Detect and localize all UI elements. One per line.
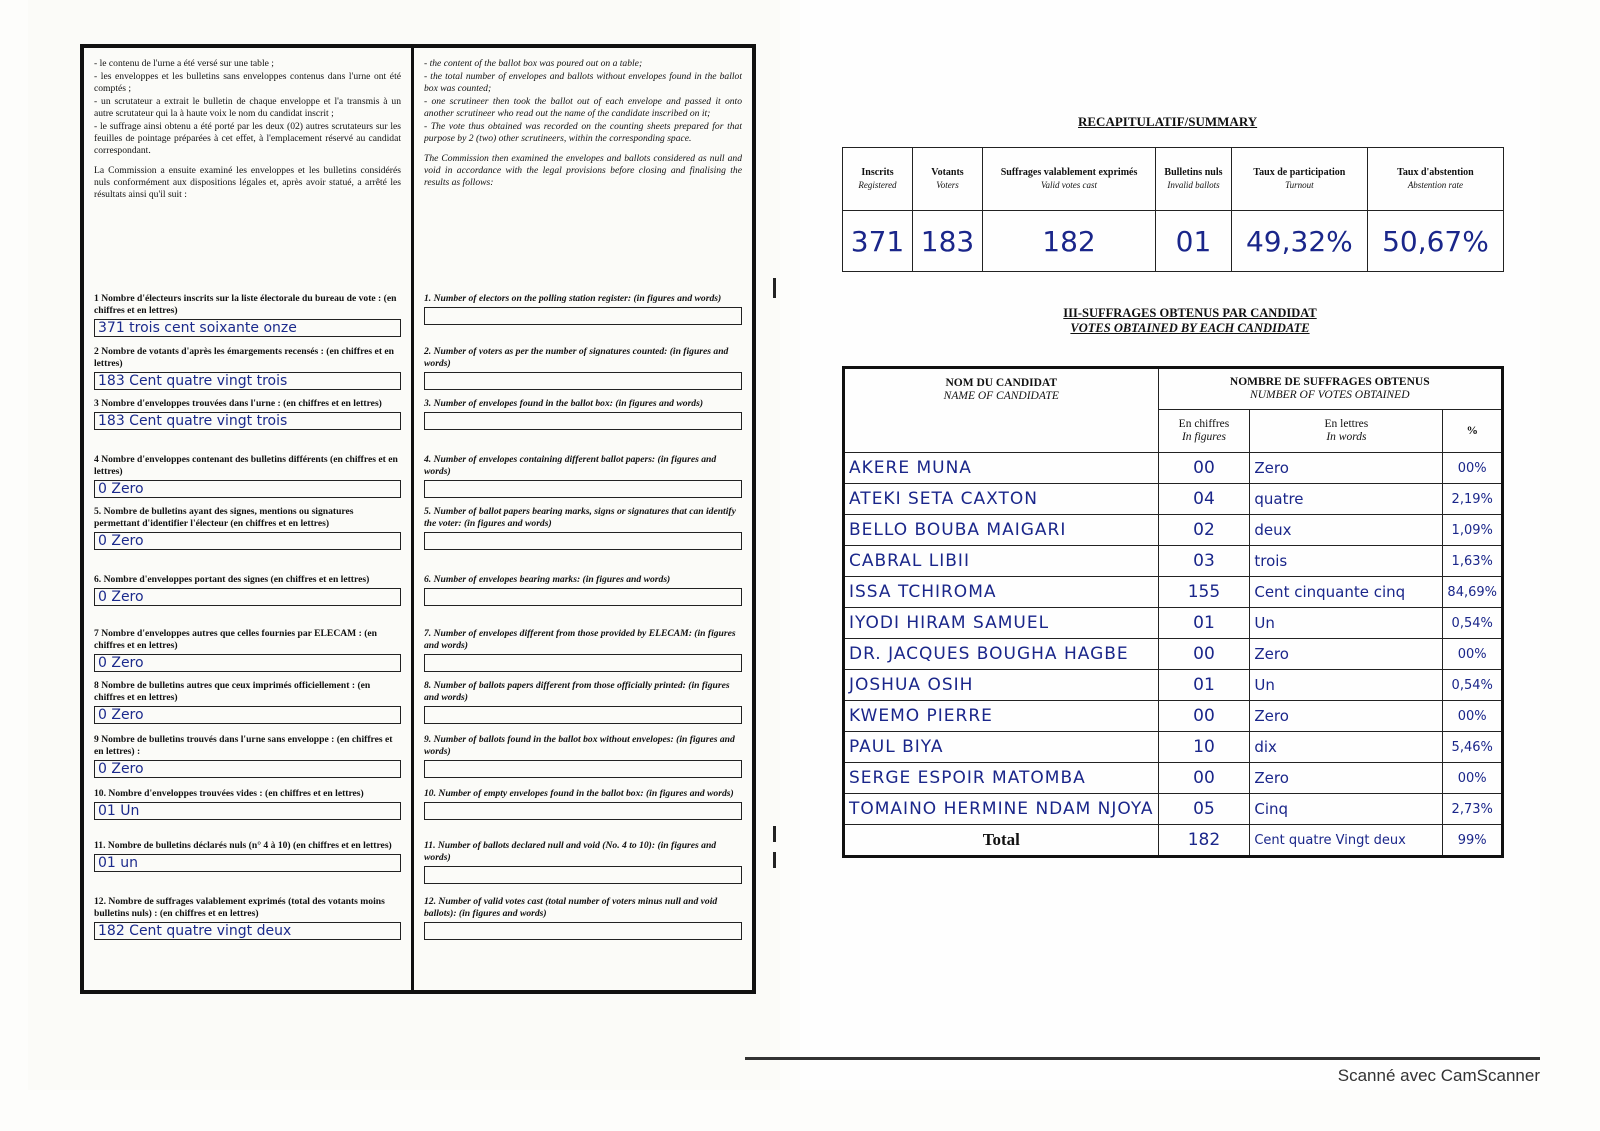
item-value-field-empty[interactable] <box>424 922 742 940</box>
votes-title-en: VOTES OBTAINED BY EACH CANDIDATE <box>1070 321 1310 335</box>
candidate-name: ISSA TCHIROMA <box>844 577 1159 608</box>
intro-fr <box>94 58 401 301</box>
votes-section-title <box>1040 306 1340 336</box>
item-value-field-empty[interactable] <box>424 654 742 672</box>
item-label-fr: 5. Nombre de bulletins ayant des signes, mentions ou signatures permettant d'identifier l'électeur (en chiffres et en lettres) <box>94 506 354 529</box>
form-item-fr <box>94 896 401 940</box>
form-item-en <box>424 840 742 884</box>
candidate-col-header <box>844 368 1159 453</box>
form-item-en <box>424 293 742 325</box>
summary-header <box>1367 148 1503 211</box>
summary-value: 49,32% <box>1231 211 1367 272</box>
candidate-votes-pct: 00% <box>1443 639 1503 670</box>
candidate-votes-pct: 84,69% <box>1443 577 1503 608</box>
candidate-votes-words: Zero <box>1250 453 1443 484</box>
summary-header <box>912 148 982 211</box>
item-label-en: 4. Number of envelopes containing different ballot papers: (in figures and words) <box>424 454 717 477</box>
summary-value: 01 <box>1156 211 1232 272</box>
form-item-fr <box>94 506 401 550</box>
form-item-fr <box>94 454 401 498</box>
figures-col-en: In figures <box>1181 431 1226 443</box>
form-item-fr <box>94 628 401 672</box>
form-item-en <box>424 398 742 430</box>
item-label-fr: 1 Nombre d'électeurs inscrits sur la liste électorale du bureau de vote : (en chiffres et en lettres) <box>94 293 397 316</box>
votes-title-fr: III-SUFFRAGES OBTENUS PAR CANDIDAT <box>1063 306 1317 320</box>
item-label-en: 5. Number of ballot papers bearing marks, signs or signatures that can identify the voter: (in figures and words) <box>424 506 736 529</box>
form-item-fr <box>94 788 401 820</box>
candidate-votes-figures: 155 <box>1158 577 1250 608</box>
summary-header-fr: Bulletins nuls <box>1164 167 1223 178</box>
candidate-votes-pct: 0,54% <box>1443 608 1503 639</box>
votes-col-header <box>1158 368 1502 410</box>
item-label-fr: 7 Nombre d'enveloppes autres que celles fournies par ELECAM : (en chiffres et en lettres) <box>94 628 378 651</box>
item-value-field[interactable]: 01 Un <box>94 802 401 820</box>
item-value-field-empty[interactable] <box>424 480 742 498</box>
item-value-field-empty[interactable] <box>424 760 742 778</box>
candidate-row <box>844 701 1503 732</box>
item-value-field-empty[interactable] <box>424 372 742 390</box>
form-item-en <box>424 788 742 820</box>
candidate-name: BELLO BOUBA MAIGARI <box>844 515 1159 546</box>
form-item-en <box>424 454 742 498</box>
figures-col-fr: En chiffres <box>1178 418 1230 430</box>
words-col-header <box>1250 410 1443 453</box>
summary-header-en: Turnout <box>1285 180 1314 190</box>
summary-header-fr: Inscrits <box>861 167 894 178</box>
intro-paragraph: - le contenu de l'urne a été versé sur une table ; <box>94 58 274 69</box>
item-value-field[interactable]: 0 Zero <box>94 706 401 724</box>
intro-paragraph: - les enveloppes et les bulletins sans enveloppes contenus dans l'urne ont été comptés ; <box>94 71 401 94</box>
summary-header-fr: Taux de participation <box>1253 167 1346 178</box>
intro-en <box>424 58 742 301</box>
item-value-field[interactable]: 0 Zero <box>94 588 401 606</box>
margin-mark <box>773 826 776 842</box>
item-value-field-empty[interactable] <box>424 588 742 606</box>
candidate-votes-pct: 2,19% <box>1443 484 1503 515</box>
words-col-en: In words <box>1326 431 1367 443</box>
item-label-fr: 4 Nombre d'enveloppes contenant des bulletins différents (en chiffres et en lettres) <box>94 454 398 477</box>
summary-value: 183 <box>912 211 982 272</box>
candidate-votes-words: quatre <box>1250 484 1443 515</box>
form-item-en <box>424 346 742 390</box>
total-label: Total <box>844 825 1159 857</box>
candidate-votes-words: Zero <box>1250 639 1443 670</box>
candidate-votes-figures: 00 <box>1158 639 1250 670</box>
votes-col-en: NUMBER OF VOTES OBTAINED <box>1250 389 1410 401</box>
candidate-row <box>844 577 1503 608</box>
item-value-field-empty[interactable] <box>424 532 742 550</box>
intro-paragraph: - the content of the ballot box was poured out on a table; <box>424 58 643 69</box>
intro-paragraph: - un scrutateur a extrait le bulletin de chaque enveloppe et l'a transmis à un autre scrutateur qui la à haute voix le nom du candidat inscrit ; <box>94 96 401 119</box>
candidate-col-en: NAME OF CANDIDATE <box>943 390 1059 402</box>
candidate-votes-words: Cinq <box>1250 794 1443 825</box>
candidate-votes-figures: 00 <box>1158 453 1250 484</box>
scanner-watermark: Scanné avec CamScanner <box>1337 1066 1540 1085</box>
margin-mark <box>773 278 776 298</box>
item-value-field-empty[interactable] <box>424 866 742 884</box>
item-label-fr: 3 Nombre d'enveloppes trouvées dans l'urne : (en chiffres et en lettres) <box>94 398 382 409</box>
item-label-fr: 10. Nombre d'enveloppes trouvées vides : (en chiffres et en lettres) <box>94 788 364 799</box>
item-value-field[interactable]: 01 un <box>94 854 401 872</box>
candidate-votes-words: deux <box>1250 515 1443 546</box>
minutes-form <box>80 44 756 994</box>
item-value-field[interactable]: 183 Cent quatre vingt trois <box>94 372 401 390</box>
intro-paragraph: - one scrutineer then took the ballot out of each envelope and passed it onto another scrutineer who read out the name of the candidate inscribed on it; <box>424 96 742 119</box>
candidate-row <box>844 670 1503 701</box>
intro-paragraph: - the total number of envelopes and ballots without envelopes found in the ballot box was counted; <box>424 71 742 94</box>
candidate-row <box>844 763 1503 794</box>
candidate-votes-words: Un <box>1250 670 1443 701</box>
candidate-name: DR. JACQUES BOUGHA HAGBE <box>844 639 1159 670</box>
item-value-field[interactable]: 0 Zero <box>94 532 401 550</box>
form-item-en <box>424 628 742 672</box>
margin-mark <box>773 852 776 868</box>
candidate-votes-pct: 00% <box>1443 701 1503 732</box>
form-item-fr <box>94 574 401 606</box>
item-label-en: 6. Number of envelopes bearing marks: (in figures and words) <box>424 574 671 585</box>
candidate-name: TOMAINO HERMINE NDAM NJOYA <box>844 794 1159 825</box>
summary-header <box>1156 148 1232 211</box>
summary-value: 50,67% <box>1367 211 1503 272</box>
candidate-votes-figures: 10 <box>1158 732 1250 763</box>
total-words: Cent quatre Vingt deux <box>1250 825 1443 857</box>
form-item-en <box>424 734 742 778</box>
candidate-votes-words: Zero <box>1250 701 1443 732</box>
item-label-en: 9. Number of ballots found in the ballot box without envelopes: (in figures and words) <box>424 734 735 757</box>
item-value-field[interactable]: 0 Zero <box>94 480 401 498</box>
candidate-name: SERGE ESPOIR MATOMBA <box>844 763 1159 794</box>
intro-paragraph: - le suffrage ainsi obtenu a été porté par les deux (02) autres scrutateurs sur les feuilles de pointage préparées à cet effet, à l'emplacement réservé au candidat correspondant. <box>94 121 401 156</box>
candidate-votes-words: Zero <box>1250 763 1443 794</box>
item-value-field[interactable]: 182 Cent quatre vingt deux <box>94 922 401 940</box>
candidate-votes-figures: 01 <box>1158 608 1250 639</box>
intro-paragraph: - The vote thus obtained was recorded on the counting sheets prepared for that purpose by 2 (two) other scrutineers, within the corresponding space. <box>424 121 742 144</box>
form-item-en <box>424 680 742 724</box>
candidate-row <box>844 639 1503 670</box>
item-value-field-empty[interactable] <box>424 412 742 430</box>
item-label-fr: 2 Nombre de votants d'après les émargements recensés : (en chiffres et en lettres) <box>94 346 395 369</box>
candidate-votes-words: Un <box>1250 608 1443 639</box>
figures-col-header <box>1158 410 1250 453</box>
candidate-name: JOSHUA OSIH <box>844 670 1159 701</box>
item-value-field[interactable]: 0 Zero <box>94 654 401 672</box>
item-value-field-empty[interactable] <box>424 802 742 820</box>
item-value-field[interactable]: 0 Zero <box>94 760 401 778</box>
item-label-en: 12. Number of valid votes cast (total number of voters minus null and void ballots): (in figures and words) <box>424 896 718 919</box>
summary-table <box>842 147 1504 272</box>
item-value-field-empty[interactable] <box>424 706 742 724</box>
candidate-votes-pct: 1,63% <box>1443 546 1503 577</box>
item-label-fr: 12. Nombre de suffrages valablement exprimés (total des votants moins bulletins nuls) : (en chiffres et en lettres) <box>94 896 385 919</box>
votes-col-fr: NOMBRE DE SUFFRAGES OBTENUS <box>1229 376 1430 388</box>
candidate-votes-words: trois <box>1250 546 1443 577</box>
candidate-votes-figures: 05 <box>1158 794 1250 825</box>
candidate-votes-figures: 00 <box>1158 763 1250 794</box>
item-value-field[interactable]: 371 trois cent soixante onze <box>94 319 401 337</box>
item-label-en: 8. Number of ballots papers different from those officially printed: (in figures and words) <box>424 680 730 703</box>
form-item-fr <box>94 680 401 724</box>
candidate-name: AKERE MUNA <box>844 453 1159 484</box>
item-value-field-empty[interactable] <box>424 307 742 325</box>
candidate-votes-pct: 00% <box>1443 453 1503 484</box>
summary-header <box>982 148 1155 211</box>
intro-paragraph: The Commission then examined the envelopes and ballots considered as null and void in accordance with the legal provisions before closing and finalising the results as follows: <box>424 153 742 188</box>
english-column <box>414 48 752 990</box>
candidate-votes-pct: 2,73% <box>1443 794 1503 825</box>
summary-value: 182 <box>982 211 1155 272</box>
form-item-fr <box>94 840 401 872</box>
summary-header <box>1231 148 1367 211</box>
item-value-field[interactable]: 183 Cent quatre vingt trois <box>94 412 401 430</box>
candidate-row <box>844 515 1503 546</box>
item-label-en: 1. Number of electors on the polling station register: (in figures and words) <box>424 293 722 304</box>
candidate-name: PAUL BIYA <box>844 732 1159 763</box>
intro-paragraph: La Commission a ensuite examiné les enveloppes et les bulletins considérés nuls conformément aux dispositions légales et, après avoir statué, a arrêté les résultats ainsi qu'il suit : <box>94 165 401 200</box>
total-figures: 182 <box>1158 825 1250 857</box>
item-label-en: 7. Number of envelopes different from those provided by ELECAM: (in figures and words) <box>424 628 736 651</box>
summary-header-en: Valid votes cast <box>1041 180 1098 190</box>
candidate-votes-words: Cent cinquante cinq <box>1250 577 1443 608</box>
item-label-fr: 11. Nombre de bulletins déclarés nuls (n° 4 à 10) (en chiffres et en lettres) <box>94 840 392 851</box>
pct-col-header: % <box>1443 410 1503 453</box>
candidate-name: KWEMO PIERRE <box>844 701 1159 732</box>
item-label-en: 11. Number of ballots declared null and void (No. 4 to 10): (in figures and words) <box>424 840 717 863</box>
item-label-en: 10. Number of empty envelopes found in the ballot box: (in figures and words) <box>424 788 734 799</box>
summary-header-en: Registered <box>858 180 897 190</box>
words-col-fr: En lettres <box>1324 418 1369 430</box>
candidate-votes-figures: 01 <box>1158 670 1250 701</box>
form-item-fr <box>94 346 401 390</box>
candidate-votes-figures: 03 <box>1158 546 1250 577</box>
candidate-row <box>844 608 1503 639</box>
candidate-votes-pct: 0,54% <box>1443 670 1503 701</box>
page-edge-line <box>745 1057 1540 1060</box>
summary-value: 371 <box>843 211 913 272</box>
form-item-fr <box>94 398 401 430</box>
candidate-col-fr: NOM DU CANDIDAT <box>945 377 1058 389</box>
candidate-votes-pct: 1,09% <box>1443 515 1503 546</box>
summary-header-fr: Suffrages valablement exprimés <box>1000 167 1138 178</box>
candidate-votes-figures: 04 <box>1158 484 1250 515</box>
item-label-en: 2. Number of voters as per the number of signatures counted: (in figures and words) <box>424 346 729 369</box>
form-item-en <box>424 574 742 606</box>
summary-header-en: Voters <box>936 180 959 190</box>
summary-header-en: Invalid ballots <box>1167 180 1220 190</box>
item-label-fr: 9 Nombre de bulletins trouvés dans l'urne sans enveloppe : (en chiffres et en lettres) : <box>94 734 393 757</box>
form-item-en <box>424 506 742 550</box>
item-label-fr: 6. Nombre d'enveloppes portant des signes (en chiffres et en lettres) <box>94 574 370 585</box>
candidate-row <box>844 546 1503 577</box>
candidate-name: CABRAL LIBII <box>844 546 1159 577</box>
candidate-votes-figures: 02 <box>1158 515 1250 546</box>
candidate-votes-words: dix <box>1250 732 1443 763</box>
candidate-name: IYODI HIRAM SAMUEL <box>844 608 1159 639</box>
candidate-name: ATEKI SETA CAXTON <box>844 484 1159 515</box>
total-pct: 99% <box>1443 825 1503 857</box>
summary-header <box>843 148 913 211</box>
form-item-en <box>424 896 742 940</box>
form-item-fr <box>94 293 401 337</box>
candidate-votes-figures: 00 <box>1158 701 1250 732</box>
total-row <box>844 825 1503 857</box>
candidate-row <box>844 794 1503 825</box>
summary-header-fr: Votants <box>931 167 964 178</box>
candidate-votes-pct: 5,46% <box>1443 732 1503 763</box>
summary-header-en: Abstention rate <box>1407 180 1464 190</box>
candidate-row <box>844 484 1503 515</box>
item-label-fr: 8 Nombre de bulletins autres que ceux imprimés officiellement : (en chiffres et en lettres) <box>94 680 371 703</box>
item-label-en: 3. Number of envelopes found in the ballot box: (in figures and words) <box>424 398 704 409</box>
candidate-votes-pct: 00% <box>1443 763 1503 794</box>
votes-table <box>842 366 1504 858</box>
candidate-row <box>844 453 1503 484</box>
form-item-fr <box>94 734 401 778</box>
candidate-row <box>844 732 1503 763</box>
summary-header-fr: Taux d'abstention <box>1397 167 1474 178</box>
summary-title: RECAPITULATIF/SUMMARY <box>1078 114 1258 129</box>
french-column <box>84 48 414 990</box>
